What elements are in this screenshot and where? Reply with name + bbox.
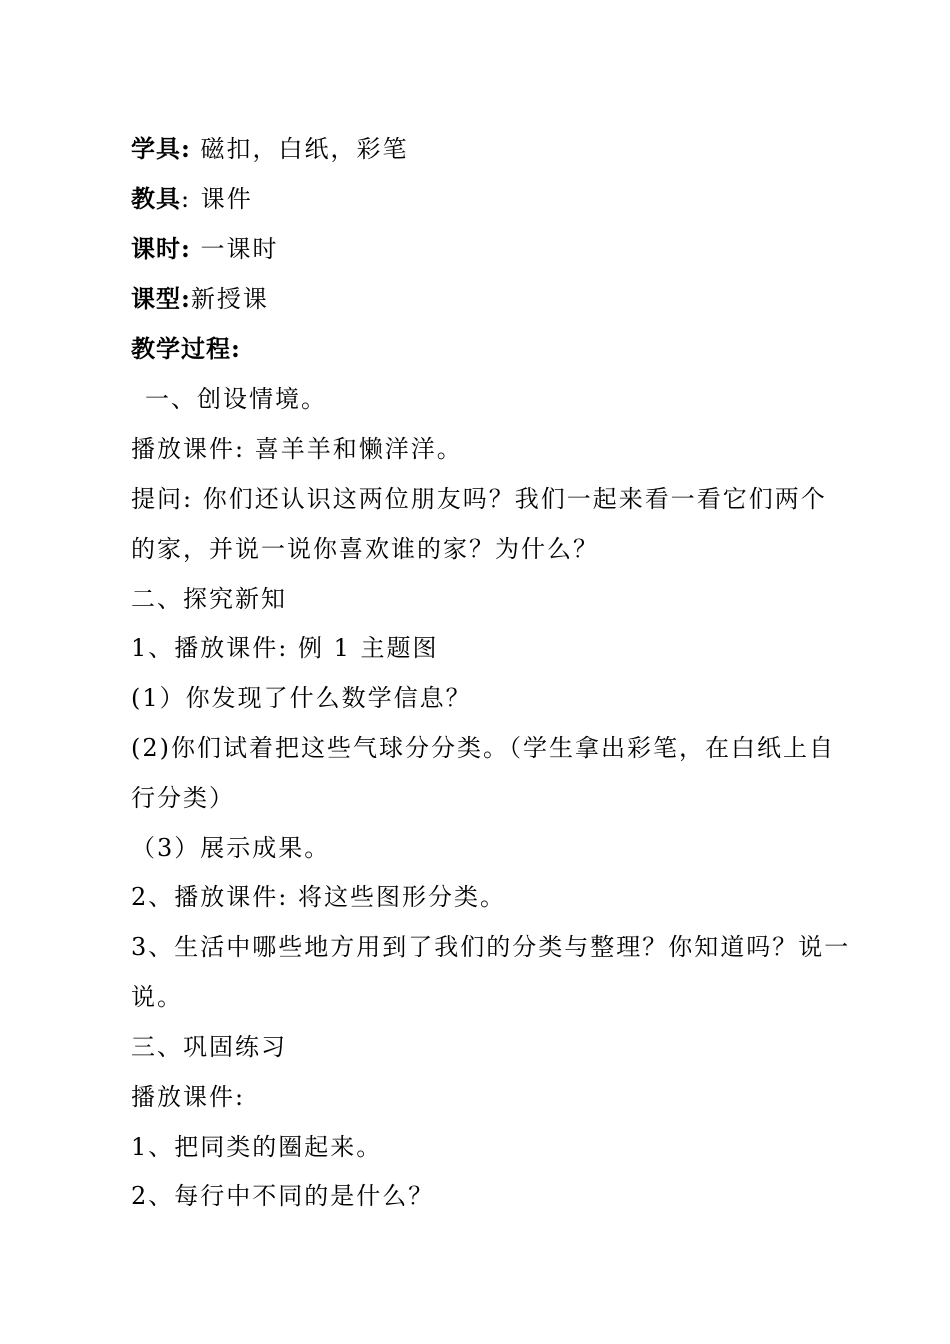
field-class-type bbox=[131, 284, 851, 314]
field-value: : 课件 bbox=[181, 185, 253, 213]
text-line: 1、把同类的圈起来。 bbox=[131, 1133, 383, 1161]
text-line: (1）你发现了什么数学信息？ bbox=[131, 684, 472, 712]
text-line: 一、创设情境。 bbox=[145, 385, 327, 413]
text-line: 2、每行中不同的是什么？ bbox=[131, 1182, 435, 1210]
text-line: 播放课件: bbox=[131, 1083, 246, 1111]
field-value: 磁扣，白纸，彩笔 bbox=[190, 135, 409, 163]
field-class-hours bbox=[131, 234, 851, 264]
field-label: 课型: bbox=[131, 284, 191, 313]
text-line: (2)你们试着把这些气球分分类。（学生拿出彩笔，在白纸上自 bbox=[131, 734, 835, 762]
section-heading-process: 教学过程: bbox=[131, 334, 241, 363]
text-line: 的家，并说一说你喜欢谁的家？为什么？ bbox=[131, 535, 599, 563]
field-label: 教具 bbox=[131, 184, 181, 213]
text-line: 播放课件: 喜羊羊和懒洋洋。 bbox=[131, 435, 463, 463]
text-line: 提问: 你们还认识这两位朋友吗？我们一起来看一看它们两个 bbox=[131, 485, 827, 513]
text-line: 三、巩固练习 bbox=[131, 1033, 287, 1061]
text-line: 2、播放课件: 将这些图形分类。 bbox=[131, 883, 506, 911]
text-line: （3）展示成果。 bbox=[131, 834, 331, 862]
text-line: 说。 bbox=[131, 983, 183, 1011]
text-line: 3、生活中哪些地方用到了我们的分类与整理？你知道吗？说一 bbox=[131, 933, 851, 961]
field-label: 课时: bbox=[131, 234, 191, 263]
field-value: 新授课 bbox=[190, 285, 269, 313]
field-study-tools bbox=[131, 134, 851, 164]
field-teaching-tools bbox=[131, 184, 851, 214]
field-value: 一课时 bbox=[190, 235, 279, 263]
text-line: 行分类） bbox=[131, 784, 235, 812]
field-label: 学具: bbox=[131, 134, 191, 163]
text-line: 二、探究新知 bbox=[131, 585, 287, 613]
text-line: 1、播放课件: 例 1 主题图 bbox=[131, 634, 439, 662]
